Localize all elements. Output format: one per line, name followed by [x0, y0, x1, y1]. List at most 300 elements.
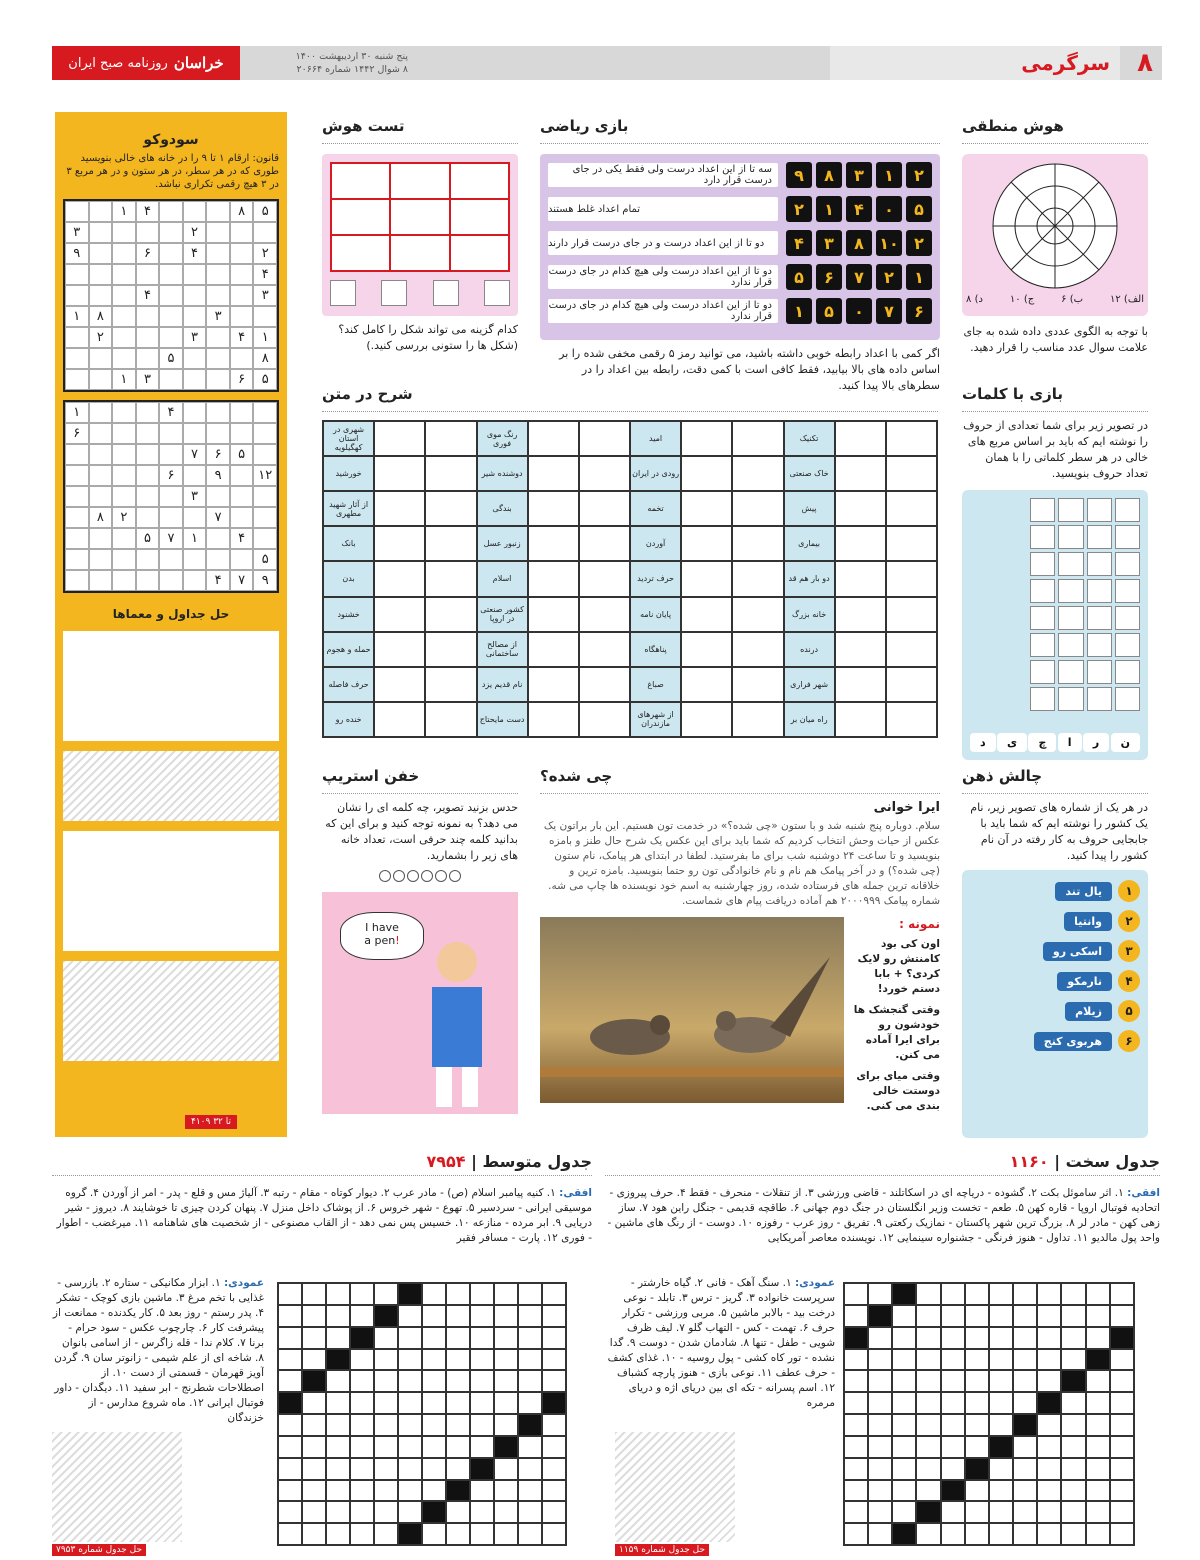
answer-cell[interactable]: [579, 702, 630, 737]
sudoku-cell[interactable]: ۶: [65, 423, 89, 444]
grid-cell[interactable]: [518, 1480, 542, 1502]
sudoku-cell[interactable]: [112, 348, 136, 369]
answer-cell[interactable]: [528, 667, 579, 702]
sudoku-cell[interactable]: [230, 222, 254, 243]
sudoku-cell[interactable]: ۵: [159, 348, 183, 369]
sudoku-cell[interactable]: [183, 402, 207, 423]
sudoku-cell[interactable]: [65, 528, 89, 549]
grid-cell[interactable]: [916, 1305, 940, 1327]
grid-cell[interactable]: [1110, 1436, 1134, 1458]
grid-cell[interactable]: [470, 1392, 494, 1414]
grid-cell[interactable]: [374, 1414, 398, 1436]
sudoku-cell[interactable]: [253, 306, 277, 327]
grid-cell[interactable]: [892, 1436, 916, 1458]
grid-cell[interactable]: [542, 1305, 566, 1327]
grid-cell[interactable]: [326, 1458, 350, 1480]
grid-cell[interactable]: [868, 1370, 892, 1392]
sudoku-cell[interactable]: [230, 306, 254, 327]
grid-cell[interactable]: [965, 1370, 989, 1392]
sudoku-cell[interactable]: [65, 570, 89, 591]
grid-cell[interactable]: [1086, 1501, 1110, 1523]
grid-cell[interactable]: [989, 1370, 1013, 1392]
grid-cell[interactable]: [302, 1458, 326, 1480]
grid-cell[interactable]: [965, 1414, 989, 1436]
grid-cell[interactable]: [350, 1392, 374, 1414]
grid-cell[interactable]: [374, 1523, 398, 1545]
sudoku-cell[interactable]: ۸: [230, 201, 254, 222]
word-cell[interactable]: [1030, 525, 1055, 549]
grid-cell[interactable]: [868, 1392, 892, 1414]
sudoku-cell[interactable]: [112, 486, 136, 507]
sudoku-cell[interactable]: [206, 264, 230, 285]
grid-cell[interactable]: [302, 1392, 326, 1414]
word-cell[interactable]: [1030, 687, 1055, 711]
grid-cell[interactable]: [916, 1327, 940, 1349]
word-cell[interactable]: [1030, 552, 1055, 576]
answer-cell[interactable]: [579, 421, 630, 456]
grid-cell[interactable]: [518, 1414, 542, 1436]
answer-cell[interactable]: [425, 526, 476, 561]
grid-cell[interactable]: [302, 1501, 326, 1523]
grid-cell[interactable]: [374, 1349, 398, 1371]
sudoku-cell[interactable]: [65, 507, 89, 528]
grid-cell[interactable]: [422, 1283, 446, 1305]
word-cell[interactable]: [1058, 660, 1083, 684]
grid-cell[interactable]: [422, 1523, 446, 1545]
grid-cell[interactable]: [1061, 1305, 1085, 1327]
answer-cell[interactable]: [732, 597, 783, 632]
sudoku-cell[interactable]: [65, 327, 89, 348]
answer-cell[interactable]: [886, 597, 937, 632]
sudoku-cell[interactable]: [230, 264, 254, 285]
word-cell[interactable]: [1087, 606, 1112, 630]
grid-cell[interactable]: [868, 1305, 892, 1327]
grid-cell[interactable]: [1037, 1436, 1061, 1458]
grid-cell[interactable]: [278, 1414, 302, 1436]
grid-cell[interactable]: [542, 1480, 566, 1502]
grid-cell[interactable]: [518, 1283, 542, 1305]
grid-cell[interactable]: [844, 1414, 868, 1436]
grid-cell[interactable]: [302, 1414, 326, 1436]
grid-cell[interactable]: [542, 1349, 566, 1371]
word-cell[interactable]: [1115, 687, 1140, 711]
grid-cell[interactable]: [446, 1283, 470, 1305]
sudoku-cell[interactable]: [206, 285, 230, 306]
sudoku-cell[interactable]: [89, 465, 113, 486]
grid-cell[interactable]: [1061, 1370, 1085, 1392]
answer-cell[interactable]: [886, 667, 937, 702]
grid-cell[interactable]: [350, 1436, 374, 1458]
answer-cell[interactable]: [374, 526, 425, 561]
sudoku-cell[interactable]: ۳: [183, 327, 207, 348]
grid-cell[interactable]: [941, 1392, 965, 1414]
sudoku-cell[interactable]: ۵: [253, 369, 277, 390]
grid-cell[interactable]: [941, 1414, 965, 1436]
answer-cell[interactable]: [732, 561, 783, 596]
sudoku-cell[interactable]: [65, 549, 89, 570]
sudoku-cell[interactable]: [89, 570, 113, 591]
grid-cell[interactable]: [398, 1501, 422, 1523]
grid-cell[interactable]: [470, 1414, 494, 1436]
sudoku-cell[interactable]: ۶: [136, 243, 160, 264]
word-cell[interactable]: [1115, 606, 1140, 630]
answer-cell[interactable]: [374, 421, 425, 456]
answer-cell[interactable]: [681, 702, 732, 737]
grid-cell[interactable]: [374, 1392, 398, 1414]
grid-cell[interactable]: [1086, 1392, 1110, 1414]
sudoku-cell[interactable]: [112, 570, 136, 591]
answer-cell[interactable]: [528, 632, 579, 667]
grid-cell[interactable]: [326, 1480, 350, 1502]
grid-cell[interactable]: [470, 1436, 494, 1458]
sudoku-cell[interactable]: [112, 528, 136, 549]
sudoku-cell[interactable]: [159, 201, 183, 222]
grid-cell[interactable]: [844, 1283, 868, 1305]
grid-cell[interactable]: [868, 1501, 892, 1523]
grid-cell[interactable]: [470, 1305, 494, 1327]
sudoku-cell[interactable]: [65, 264, 89, 285]
grid-cell[interactable]: [1086, 1523, 1110, 1545]
sudoku-cell[interactable]: ۴: [253, 264, 277, 285]
grid-cell[interactable]: [1086, 1349, 1110, 1371]
sudoku-cell[interactable]: [136, 327, 160, 348]
sudoku-cell[interactable]: [206, 423, 230, 444]
word-cell[interactable]: [1030, 660, 1055, 684]
grid-cell[interactable]: [470, 1283, 494, 1305]
grid-cell[interactable]: [916, 1523, 940, 1545]
sudoku-cell[interactable]: [206, 201, 230, 222]
word-cell[interactable]: [1115, 498, 1140, 522]
grid-cell[interactable]: [941, 1349, 965, 1371]
grid-cell[interactable]: [868, 1283, 892, 1305]
grid-cell[interactable]: [1037, 1327, 1061, 1349]
grid-cell[interactable]: [1086, 1327, 1110, 1349]
grid-cell[interactable]: [326, 1523, 350, 1545]
grid-cell[interactable]: [278, 1305, 302, 1327]
answer-cell[interactable]: [835, 421, 886, 456]
grid-cell[interactable]: [844, 1501, 868, 1523]
grid-cell[interactable]: [1037, 1414, 1061, 1436]
grid-cell[interactable]: [470, 1327, 494, 1349]
grid-cell[interactable]: [1037, 1305, 1061, 1327]
grid-cell[interactable]: [494, 1392, 518, 1414]
answer-cell[interactable]: [374, 491, 425, 526]
sudoku-cell[interactable]: [136, 549, 160, 570]
grid-cell[interactable]: [494, 1480, 518, 1502]
sudoku-cell[interactable]: [112, 222, 136, 243]
grid-cell[interactable]: [278, 1501, 302, 1523]
grid-cell[interactable]: [422, 1501, 446, 1523]
answer-cell[interactable]: [425, 456, 476, 491]
grid-cell[interactable]: [494, 1523, 518, 1545]
grid-cell[interactable]: [398, 1480, 422, 1502]
sudoku-cell[interactable]: [206, 243, 230, 264]
answer-cell[interactable]: [579, 561, 630, 596]
sudoku-cell[interactable]: [230, 465, 254, 486]
sudoku-cell[interactable]: ۸: [253, 348, 277, 369]
sudoku-cell[interactable]: [112, 549, 136, 570]
grid-cell[interactable]: [350, 1501, 374, 1523]
grid-cell[interactable]: [892, 1480, 916, 1502]
sudoku-cell[interactable]: ۴: [183, 243, 207, 264]
answer-cell[interactable]: [732, 491, 783, 526]
answer-cell[interactable]: [835, 702, 886, 737]
sudoku-cell[interactable]: [253, 528, 277, 549]
grid-cell[interactable]: [916, 1283, 940, 1305]
answer-cell[interactable]: [579, 491, 630, 526]
sudoku-cell[interactable]: [89, 243, 113, 264]
sudoku-cell[interactable]: [183, 507, 207, 528]
grid-cell[interactable]: [989, 1392, 1013, 1414]
answer-cell[interactable]: [886, 456, 937, 491]
sudoku-cell[interactable]: [206, 369, 230, 390]
grid-cell[interactable]: [916, 1501, 940, 1523]
grid-cell[interactable]: [1110, 1414, 1134, 1436]
answer-cell[interactable]: [579, 667, 630, 702]
sudoku-cell[interactable]: [112, 444, 136, 465]
sudoku-cell[interactable]: ۲: [253, 243, 277, 264]
word-cell[interactable]: [1087, 525, 1112, 549]
grid-cell[interactable]: [374, 1436, 398, 1458]
grid-cell[interactable]: [844, 1327, 868, 1349]
sudoku-cell[interactable]: [183, 549, 207, 570]
grid-cell[interactable]: [398, 1523, 422, 1545]
answer-cell[interactable]: [681, 632, 732, 667]
grid-cell[interactable]: [941, 1370, 965, 1392]
sudoku-cell[interactable]: [183, 264, 207, 285]
sudoku-cell[interactable]: ۶: [230, 369, 254, 390]
sudoku-cell[interactable]: ۵: [253, 549, 277, 570]
word-cell[interactable]: [1030, 579, 1055, 603]
grid-cell[interactable]: [941, 1480, 965, 1502]
word-cell[interactable]: [1030, 498, 1055, 522]
grid-cell[interactable]: [446, 1370, 470, 1392]
sudoku-cell[interactable]: [89, 369, 113, 390]
answer-cell[interactable]: [835, 456, 886, 491]
grid-cell[interactable]: [446, 1480, 470, 1502]
grid-cell[interactable]: [965, 1283, 989, 1305]
grid-cell[interactable]: [916, 1458, 940, 1480]
grid-cell[interactable]: [494, 1370, 518, 1392]
answer-cell[interactable]: [732, 526, 783, 561]
grid-cell[interactable]: [518, 1370, 542, 1392]
sudoku-cell[interactable]: [159, 264, 183, 285]
grid-cell[interactable]: [278, 1283, 302, 1305]
grid-cell[interactable]: [892, 1414, 916, 1436]
sudoku-cell[interactable]: ۵: [230, 444, 254, 465]
grid-cell[interactable]: [374, 1327, 398, 1349]
answer-cell[interactable]: [835, 561, 886, 596]
grid-cell[interactable]: [1110, 1349, 1134, 1371]
answer-cell[interactable]: [732, 667, 783, 702]
grid-cell[interactable]: [868, 1349, 892, 1371]
sudoku-cell[interactable]: ۴: [159, 402, 183, 423]
sudoku-cell[interactable]: [253, 222, 277, 243]
answer-cell[interactable]: [681, 526, 732, 561]
grid-cell[interactable]: [398, 1370, 422, 1392]
answer-cell[interactable]: [425, 597, 476, 632]
sudoku-cell[interactable]: ۴: [136, 201, 160, 222]
sudoku-cell[interactable]: ۷: [206, 507, 230, 528]
grid-cell[interactable]: [868, 1458, 892, 1480]
sudoku-cell[interactable]: ۳: [65, 222, 89, 243]
grid-cell[interactable]: [302, 1523, 326, 1545]
sudoku-cell[interactable]: [230, 402, 254, 423]
grid-cell[interactable]: [422, 1458, 446, 1480]
grid-cell[interactable]: [965, 1480, 989, 1502]
sudoku-cell[interactable]: ۱: [183, 528, 207, 549]
grid-cell[interactable]: [1013, 1436, 1037, 1458]
sudoku-cell[interactable]: [230, 549, 254, 570]
grid-cell[interactable]: [965, 1458, 989, 1480]
grid-cell[interactable]: [989, 1327, 1013, 1349]
answer-cell[interactable]: [835, 491, 886, 526]
sudoku-cell[interactable]: ۲: [89, 327, 113, 348]
grid-cell[interactable]: [278, 1436, 302, 1458]
grid-cell[interactable]: [989, 1458, 1013, 1480]
grid-cell[interactable]: [941, 1458, 965, 1480]
grid-cell[interactable]: [398, 1305, 422, 1327]
sudoku-cell[interactable]: [183, 570, 207, 591]
grid-cell[interactable]: [518, 1436, 542, 1458]
sudoku-cell[interactable]: ۴: [230, 528, 254, 549]
grid-cell[interactable]: [542, 1414, 566, 1436]
sudoku-cell[interactable]: [230, 285, 254, 306]
grid-cell[interactable]: [892, 1392, 916, 1414]
grid-cell[interactable]: [1110, 1458, 1134, 1480]
grid-cell[interactable]: [422, 1327, 446, 1349]
sudoku-cell[interactable]: ۹: [206, 465, 230, 486]
answer-cell[interactable]: [425, 491, 476, 526]
answer-cell[interactable]: [374, 632, 425, 667]
word-cell[interactable]: [1115, 633, 1140, 657]
grid-cell[interactable]: [989, 1480, 1013, 1502]
sudoku-cell[interactable]: [159, 549, 183, 570]
grid-cell[interactable]: [374, 1501, 398, 1523]
grid-cell[interactable]: [302, 1436, 326, 1458]
grid-cell[interactable]: [446, 1392, 470, 1414]
grid-cell[interactable]: [1110, 1501, 1134, 1523]
grid-cell[interactable]: [326, 1392, 350, 1414]
sudoku-cell[interactable]: [206, 348, 230, 369]
sudoku-cell[interactable]: [136, 348, 160, 369]
grid-cell[interactable]: [398, 1436, 422, 1458]
sudoku-cell[interactable]: ۱۲: [253, 465, 277, 486]
grid-cell[interactable]: [422, 1370, 446, 1392]
grid-cell[interactable]: [1013, 1480, 1037, 1502]
grid-cell[interactable]: [1061, 1458, 1085, 1480]
grid-cell[interactable]: [422, 1349, 446, 1371]
grid-cell[interactable]: [326, 1414, 350, 1436]
grid-cell[interactable]: [1061, 1283, 1085, 1305]
sudoku-cell[interactable]: [159, 243, 183, 264]
grid-cell[interactable]: [446, 1349, 470, 1371]
grid-cell[interactable]: [494, 1305, 518, 1327]
grid-cell[interactable]: [302, 1305, 326, 1327]
answer-cell[interactable]: [681, 597, 732, 632]
sudoku-cell[interactable]: [89, 264, 113, 285]
sudoku-cell[interactable]: [65, 444, 89, 465]
sudoku-cell[interactable]: [159, 570, 183, 591]
grid-cell[interactable]: [1013, 1392, 1037, 1414]
answer-cell[interactable]: [579, 597, 630, 632]
grid-cell[interactable]: [1013, 1523, 1037, 1545]
grid-cell[interactable]: [278, 1458, 302, 1480]
sudoku-cell[interactable]: ۵: [136, 528, 160, 549]
sudoku-cell[interactable]: [136, 486, 160, 507]
grid-cell[interactable]: [1013, 1305, 1037, 1327]
grid-cell[interactable]: [892, 1523, 916, 1545]
grid-cell[interactable]: [965, 1349, 989, 1371]
grid-cell[interactable]: [350, 1349, 374, 1371]
answer-cell[interactable]: [886, 702, 937, 737]
grid-cell[interactable]: [494, 1414, 518, 1436]
grid-cell[interactable]: [374, 1305, 398, 1327]
sudoku-cell[interactable]: ۲: [112, 507, 136, 528]
grid-cell[interactable]: [398, 1414, 422, 1436]
grid-cell[interactable]: [1037, 1349, 1061, 1371]
sudoku-cell[interactable]: [112, 465, 136, 486]
grid-cell[interactable]: [350, 1305, 374, 1327]
sudoku-cell[interactable]: [112, 264, 136, 285]
word-cell[interactable]: [1058, 606, 1083, 630]
word-cell[interactable]: [1115, 660, 1140, 684]
grid-cell[interactable]: [446, 1327, 470, 1349]
word-cell[interactable]: [1030, 606, 1055, 630]
grid-cell[interactable]: [965, 1327, 989, 1349]
answer-cell[interactable]: [528, 597, 579, 632]
answer-cell[interactable]: [374, 702, 425, 737]
grid-cell[interactable]: [398, 1392, 422, 1414]
grid-cell[interactable]: [1037, 1501, 1061, 1523]
sudoku-cell[interactable]: ۷: [159, 528, 183, 549]
grid-cell[interactable]: [892, 1370, 916, 1392]
sudoku-cell[interactable]: [136, 570, 160, 591]
sudoku-cell[interactable]: [65, 486, 89, 507]
answer-cell[interactable]: [528, 526, 579, 561]
grid-cell[interactable]: [1061, 1436, 1085, 1458]
sudoku-cell[interactable]: [206, 528, 230, 549]
sudoku-cell[interactable]: [112, 402, 136, 423]
grid-cell[interactable]: [892, 1458, 916, 1480]
sudoku-cell[interactable]: [159, 486, 183, 507]
grid-cell[interactable]: [350, 1370, 374, 1392]
sudoku-cell[interactable]: [253, 444, 277, 465]
answer-cell[interactable]: [681, 667, 732, 702]
answer-cell[interactable]: [835, 597, 886, 632]
grid-cell[interactable]: [374, 1458, 398, 1480]
grid-cell[interactable]: [1037, 1392, 1061, 1414]
grid-cell[interactable]: [965, 1523, 989, 1545]
grid-cell[interactable]: [398, 1283, 422, 1305]
sudoku-cell[interactable]: [230, 507, 254, 528]
word-cell[interactable]: [1058, 633, 1083, 657]
grid-cell[interactable]: [542, 1370, 566, 1392]
grid-cell[interactable]: [868, 1414, 892, 1436]
grid-cell[interactable]: [302, 1370, 326, 1392]
sudoku-cell[interactable]: [89, 285, 113, 306]
grid-cell[interactable]: [1037, 1283, 1061, 1305]
grid-cell[interactable]: [326, 1349, 350, 1371]
sudoku-cell[interactable]: [89, 486, 113, 507]
sudoku-cell[interactable]: ۸: [89, 306, 113, 327]
grid-cell[interactable]: [326, 1327, 350, 1349]
answer-cell[interactable]: [835, 632, 886, 667]
word-cell[interactable]: [1058, 552, 1083, 576]
grid-cell[interactable]: [398, 1327, 422, 1349]
sudoku-cell[interactable]: [112, 243, 136, 264]
grid-cell[interactable]: [350, 1480, 374, 1502]
